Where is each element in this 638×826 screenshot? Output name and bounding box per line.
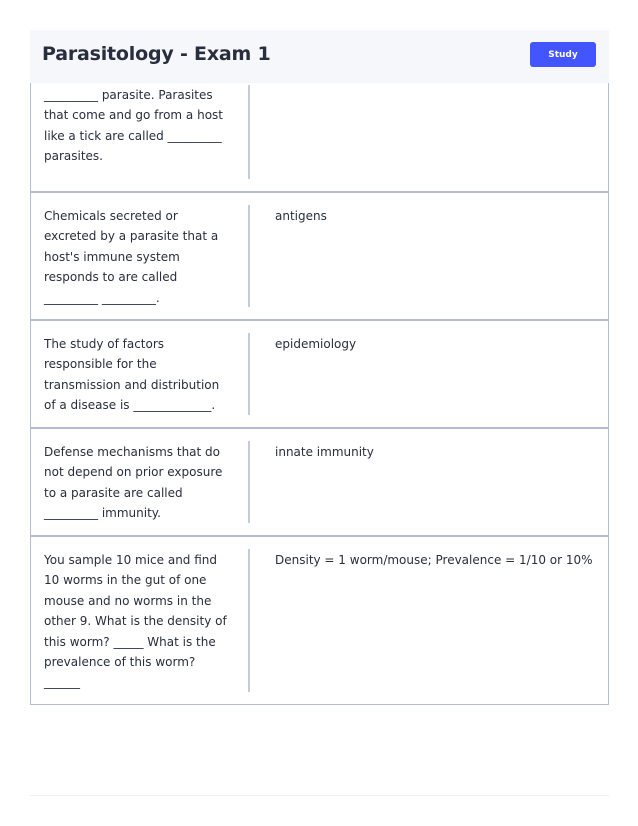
card-definition: antigens [275, 209, 327, 223]
page-title: Parasitology - Exam 1 [42, 43, 271, 65]
card-term: Defense mechanisms that do not depend on prior exposure to a parasite are called _________ immunity. [44, 445, 223, 521]
card-divider [248, 85, 250, 179]
card-term: Chemicals secreted or excreted by a parasite that a host's immune system responds to are called _________ _________. [44, 209, 219, 305]
card-divider [248, 549, 250, 692]
study-button[interactable]: Study [530, 42, 596, 67]
footer-divider [30, 795, 609, 796]
set-header [30, 30, 609, 83]
flashcard[interactable] [31, 537, 608, 705]
card-term: _________ parasite. Parasites that come and go from a host like a tick are called _________ parasites. [44, 88, 223, 164]
card-definition: Density = 1 worm/mouse; Prevalence = 1/10 or 10% [275, 553, 593, 567]
card-divider [248, 333, 250, 415]
card-definition: innate immunity [275, 445, 374, 459]
card-term: The study of factors responsible for the transmission and distribution of a disease is _____________. [44, 337, 220, 413]
flashcard[interactable] [31, 429, 608, 537]
flashcard[interactable] [31, 193, 608, 321]
card-definition: epidemiology [275, 337, 357, 351]
card-divider [248, 441, 250, 523]
card-term: You sample 10 mice and find 10 worms in the gut of one mouse and no worms in the other 9. What is the density of this worm? _____ What is the prevalence of this worm? ______ [44, 553, 227, 690]
card-divider [248, 205, 250, 307]
flashcard-list [30, 30, 609, 705]
flashcard[interactable] [31, 321, 608, 429]
